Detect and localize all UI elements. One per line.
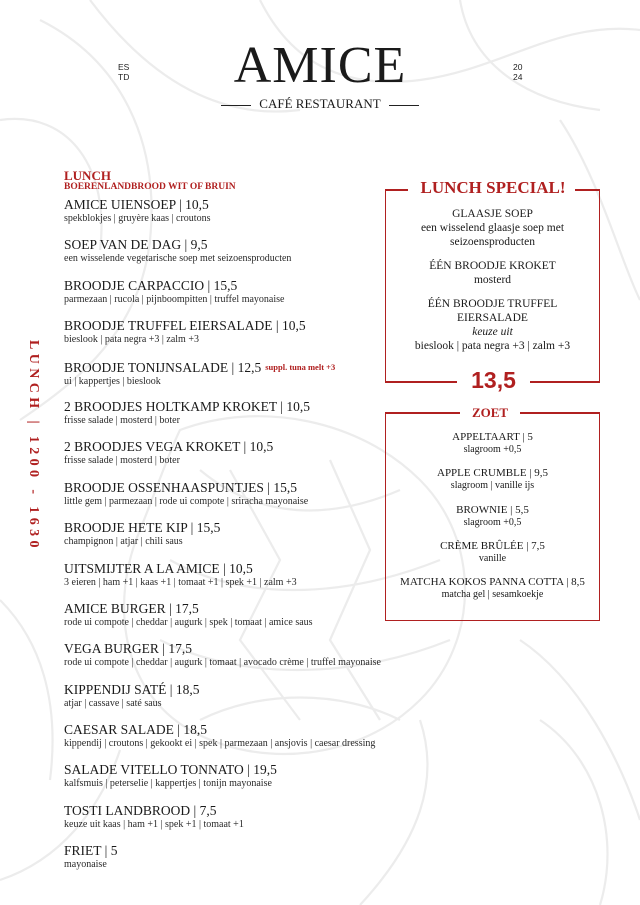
- special-item: GLAASJE SOEP een wisselend glaasje soep met seizoensproducten: [420, 208, 565, 248]
- menu-item-name-price: BROODJE OSSENHAASPUNTJES | 15,5: [64, 479, 297, 495]
- lunch-special-title: LUNCH SPECIAL!: [385, 178, 601, 198]
- special-item: ÉÉN BROODJE KROKET mosterd: [429, 260, 556, 286]
- dessert-item-description: slagroom | vanille ijs: [450, 480, 535, 492]
- dessert-item-description: vanille: [478, 552, 507, 564]
- menu-item-title: [64, 682, 534, 698]
- dessert-item: [388, 431, 597, 467]
- side-lunch-hours-text: LUNCH | 1200 - 1630: [25, 340, 41, 552]
- menu-item-name-price: AMICE BURGER | 17,5: [64, 600, 199, 616]
- dessert-item-title: BROWNIE | 5,5: [456, 503, 529, 516]
- menu-item-name-price: BROODJE HETE KIP | 15,5: [64, 520, 221, 536]
- menu-item: [64, 762, 534, 802]
- menu-item-name-price: BROODJE CARPACCIO | 15,5: [64, 277, 238, 293]
- divider-right: [389, 105, 419, 106]
- box-border: [385, 381, 457, 383]
- menu-item-name-price: UITSMIJTER A LA AMICE | 10,5: [64, 560, 253, 576]
- menu-item-description: spekblokjes | gruyère kaas | croutons: [64, 213, 211, 224]
- dessert-item: [388, 467, 597, 503]
- dessert-item: [388, 540, 597, 576]
- menu-item-description: kippendij | croutons | gekookt ei | spek | parmezaan | ansjovis | caesar dressing: [64, 738, 376, 750]
- menu-item-name-price: SOEP VAN DE DAG | 9,5: [64, 237, 208, 253]
- menu-item-description: little gem | parmezaan | rode ui compote | sriracha mayonaise: [64, 495, 309, 507]
- lunch-heading: LUNCH: [64, 168, 111, 183]
- menu-item-description: bieslook | pata negra +3 | zalm +3: [64, 334, 199, 346]
- menu-item-supplement: suppl. tuna melt +3: [265, 361, 336, 372]
- dessert-item-title: APPLE CRUMBLE | 9,5: [437, 467, 548, 480]
- menu-item: [64, 641, 534, 681]
- dessert-item: [388, 576, 597, 612]
- box-border: [385, 412, 460, 414]
- menu-item-description: frisse salade | mosterd | boter: [64, 455, 180, 467]
- menu-item-description: rode ui compote | cheddar | augurk | spek | tomaat | amice saus: [64, 616, 313, 628]
- menu-item-description: ui | kappertjes | bieslook: [64, 375, 161, 387]
- menu-item-description: een wisselende vegetarische soep met seizoensproducten: [64, 253, 292, 265]
- dessert-item-description: slagroom +0,5: [463, 444, 522, 455]
- dessert-item-title: CRÈME BRÛLÉE | 7,5: [440, 539, 545, 552]
- box-border: [530, 381, 600, 383]
- menu-item: [64, 803, 534, 843]
- menu-item-description: 3 eieren | ham +1 | kaas +1 | tomaat +1 | spek +1 | zalm +3: [64, 576, 297, 588]
- menu-item-name-price: AMICE UIENSOEP | 10,5: [64, 197, 209, 212]
- menu-item-description: frisse salade | mosterd | boter: [64, 414, 180, 426]
- brand-logo-text: AMICE: [233, 37, 407, 94]
- menu-item-name-price: 2 BROODJES HOLTKAMP KROKET | 10,5: [64, 398, 310, 414]
- dessert-item-description: matcha gel | sesamkoekje: [441, 589, 544, 601]
- box-border: [520, 412, 600, 414]
- side-lunch-hours: [22, 340, 44, 570]
- dessert-item-title: MATCHA KOKOS PANNA COTTA | 8,5: [400, 576, 585, 589]
- menu-item-title: [64, 641, 534, 657]
- lunch-special-price: 13,5: [471, 367, 516, 393]
- zoet-title: ZOET: [471, 405, 509, 420]
- lunch-special-contents: [390, 207, 595, 363]
- menu-item-name-price: BROODJE TONIJNSALADE | 12,5: [64, 359, 262, 375]
- menu-item-description: atjar | cassave | saté saus: [64, 697, 162, 709]
- menu-item: [64, 682, 534, 722]
- menu-item: [64, 722, 534, 762]
- menu-item-name-price: SALADE VITELLO TONNATO | 19,5: [64, 762, 277, 778]
- dessert-item: [388, 504, 597, 540]
- subtitle: CAFÉ RESTAURANT: [0, 96, 640, 112]
- year-label: 20 24: [513, 62, 523, 82]
- menu-item-description: champignon | atjar | chili saus: [64, 536, 183, 548]
- divider-left: [221, 105, 251, 106]
- menu-item-name-price: CAESAR SALADE | 18,5: [64, 722, 207, 738]
- dessert-list: [388, 431, 597, 612]
- menu-item: [64, 843, 534, 883]
- menu-item-title: [64, 803, 534, 819]
- menu-item-name-price: KIPPENDIJ SATÉ | 18,5: [64, 681, 200, 697]
- menu-item-title: [64, 843, 534, 859]
- menu-item-name-price: 2 BROODJES VEGA KROKET | 10,5: [64, 439, 274, 455]
- menu-item-name-price: FRIET | 5: [64, 843, 118, 859]
- menu-item-name-price: BROODJE TRUFFEL EIERSALADE | 10,5: [64, 318, 306, 334]
- menu-item-description: kalfsmuis | peterselie | kappertjes | tonijn mayonaise: [64, 778, 272, 790]
- menu-item-description: keuze uit kaas | ham +1 | spek +1 | tomaat +1: [64, 818, 244, 830]
- menu-item-title: [64, 722, 534, 738]
- established-label: ES TD: [118, 62, 130, 82]
- menu-item-description: mayonaise: [64, 859, 107, 871]
- menu-item-description: parmezaan | rucola | pijnboompitten | truffel mayonaise: [64, 293, 285, 305]
- dessert-item-description: slagroom +0,5: [463, 516, 522, 528]
- menu-item-description: rode ui compote | cheddar | augurk | tomaat | avocado crème | truffel mayonaise: [64, 657, 381, 669]
- menu-item-name-price: TOSTI LANDBROOD | 7,5: [64, 802, 217, 818]
- dessert-item-title: APPELTAART | 5: [452, 431, 533, 443]
- menu-item-title: [64, 762, 534, 778]
- special-item: ÉÉN BROODJE TRUFFEL EIERSALADE keuze uit bieslook | pata negra +3 | zalm +3: [414, 298, 571, 352]
- lunch-subheading: BOERENLANDBROOD WIT OF BRUIN: [64, 182, 236, 192]
- menu-item-name-price: VEGA BURGER | 17,5: [64, 641, 192, 657]
